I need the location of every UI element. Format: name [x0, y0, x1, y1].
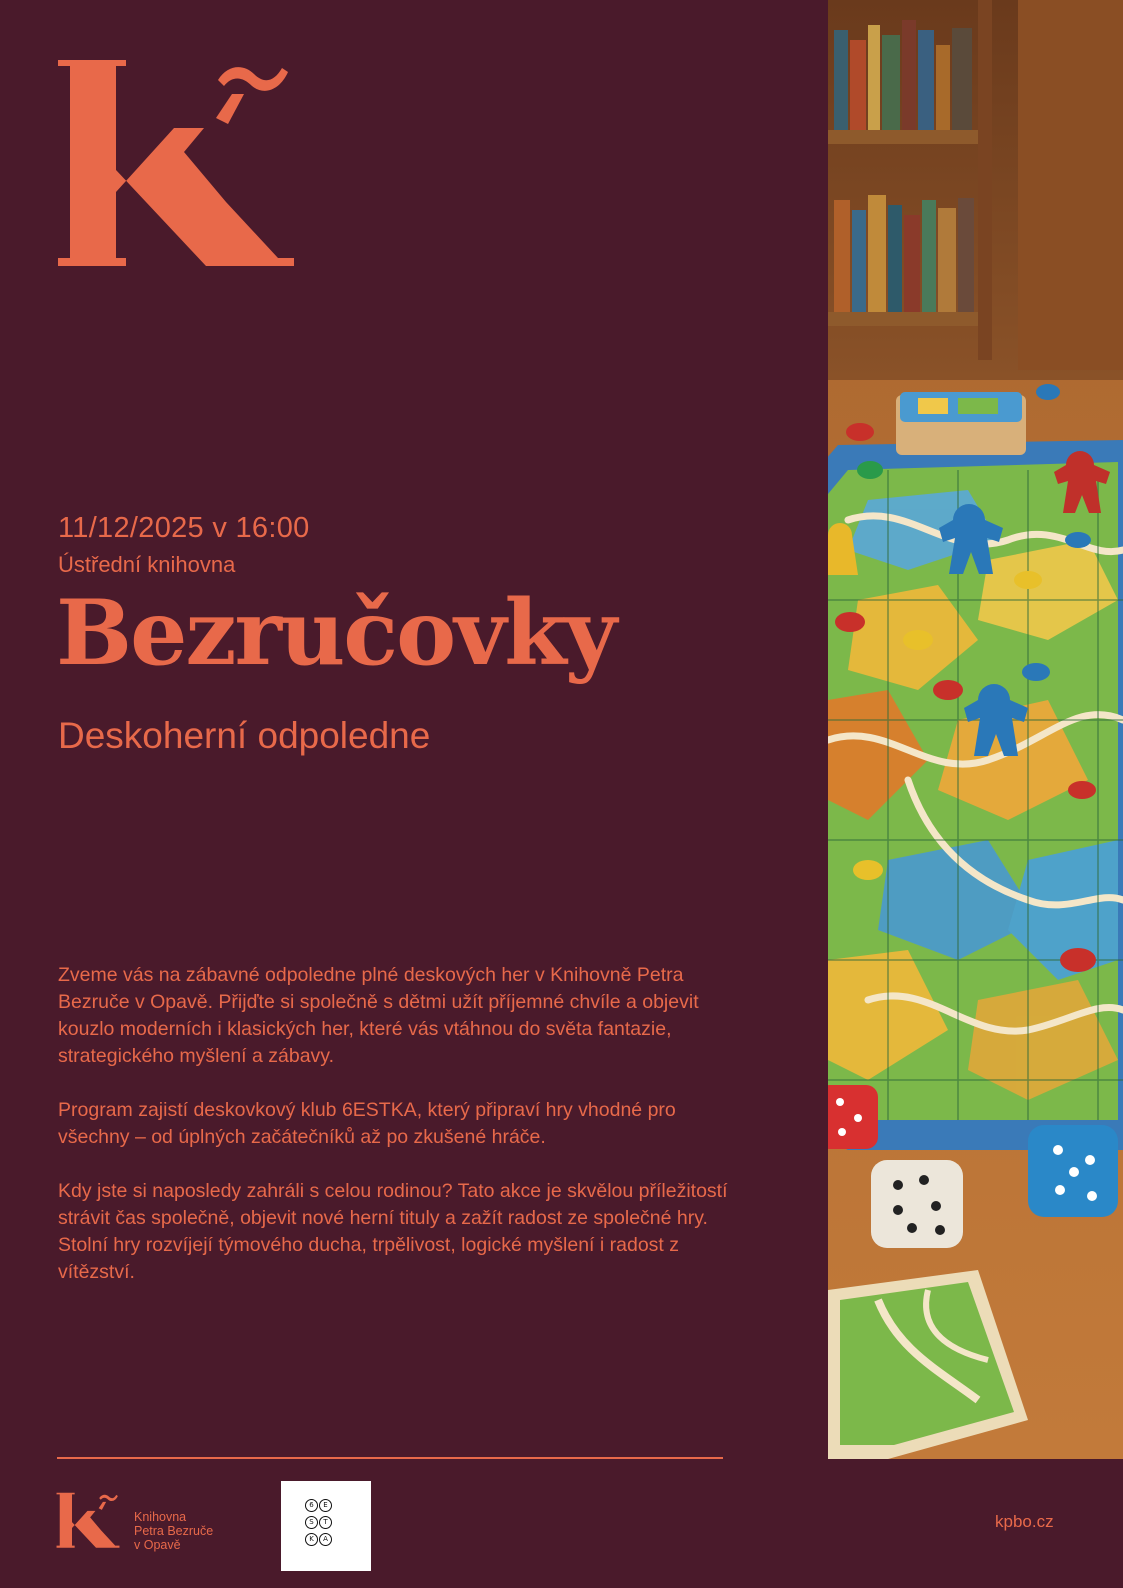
- partner-letter: T: [319, 1516, 332, 1529]
- event-subtitle: Deskoherní odpoledne: [58, 715, 431, 756]
- event-place: Ústřední knihovna: [58, 552, 236, 577]
- board-game-photo: [828, 0, 1123, 1459]
- library-name-line: v Opavě: [134, 1538, 181, 1552]
- partner-letter: S: [305, 1516, 318, 1529]
- library-logo-small-icon: [56, 1490, 120, 1550]
- footer-divider: [57, 1457, 723, 1459]
- library-name-line: Knihovna: [134, 1510, 187, 1524]
- library-name-line: Petra Bezruče: [134, 1524, 214, 1538]
- event-date-time: 11/12/2025 v 16:00: [58, 512, 310, 544]
- partner-spacer: [333, 1516, 346, 1529]
- event-title: Bezručovky: [56, 580, 616, 686]
- partner-letter: E: [319, 1499, 332, 1512]
- partner-letter: K: [305, 1533, 318, 1546]
- library-logo-icon: [56, 52, 296, 272]
- paragraph-invitation: Zveme vás na zábavné odpoledne plné deskových her v Knihovně Petra Bezruče v Opavě. Přijďte si společně s dětmi užít příjemné chvíle a objevit kouzlo moderních i klasických her, které vás vtáhnou do světa fantazie, strategického myšlení a zábavy.: [58, 964, 699, 1067]
- partner-spacer: [333, 1499, 346, 1512]
- paragraph-program: Program zajistí deskovkový klub 6ESTKA, který připraví hry vhodné pro všechny – od úplných začátečníků až po zkušené hráče.: [58, 1099, 676, 1148]
- event-description: [58, 962, 738, 1313]
- partner-6estka-logo-icon: [281, 1481, 371, 1571]
- paragraph-family: Kdy jste si naposledy zahráli s celou rodinou? Tato akce je skvělou příležitostí strávit čas společně, objevit nové herní tituly a zažít radost ze společné hry. Stolní hry rozvíjejí týmového ducha, trpělivost, logické myšlení i radost z vítězství.: [58, 1180, 728, 1283]
- partner-letter: A: [319, 1533, 332, 1546]
- website-url: kpbo.cz: [995, 1512, 1054, 1531]
- library-name: [134, 1510, 213, 1552]
- partner-letter: 6: [305, 1499, 318, 1512]
